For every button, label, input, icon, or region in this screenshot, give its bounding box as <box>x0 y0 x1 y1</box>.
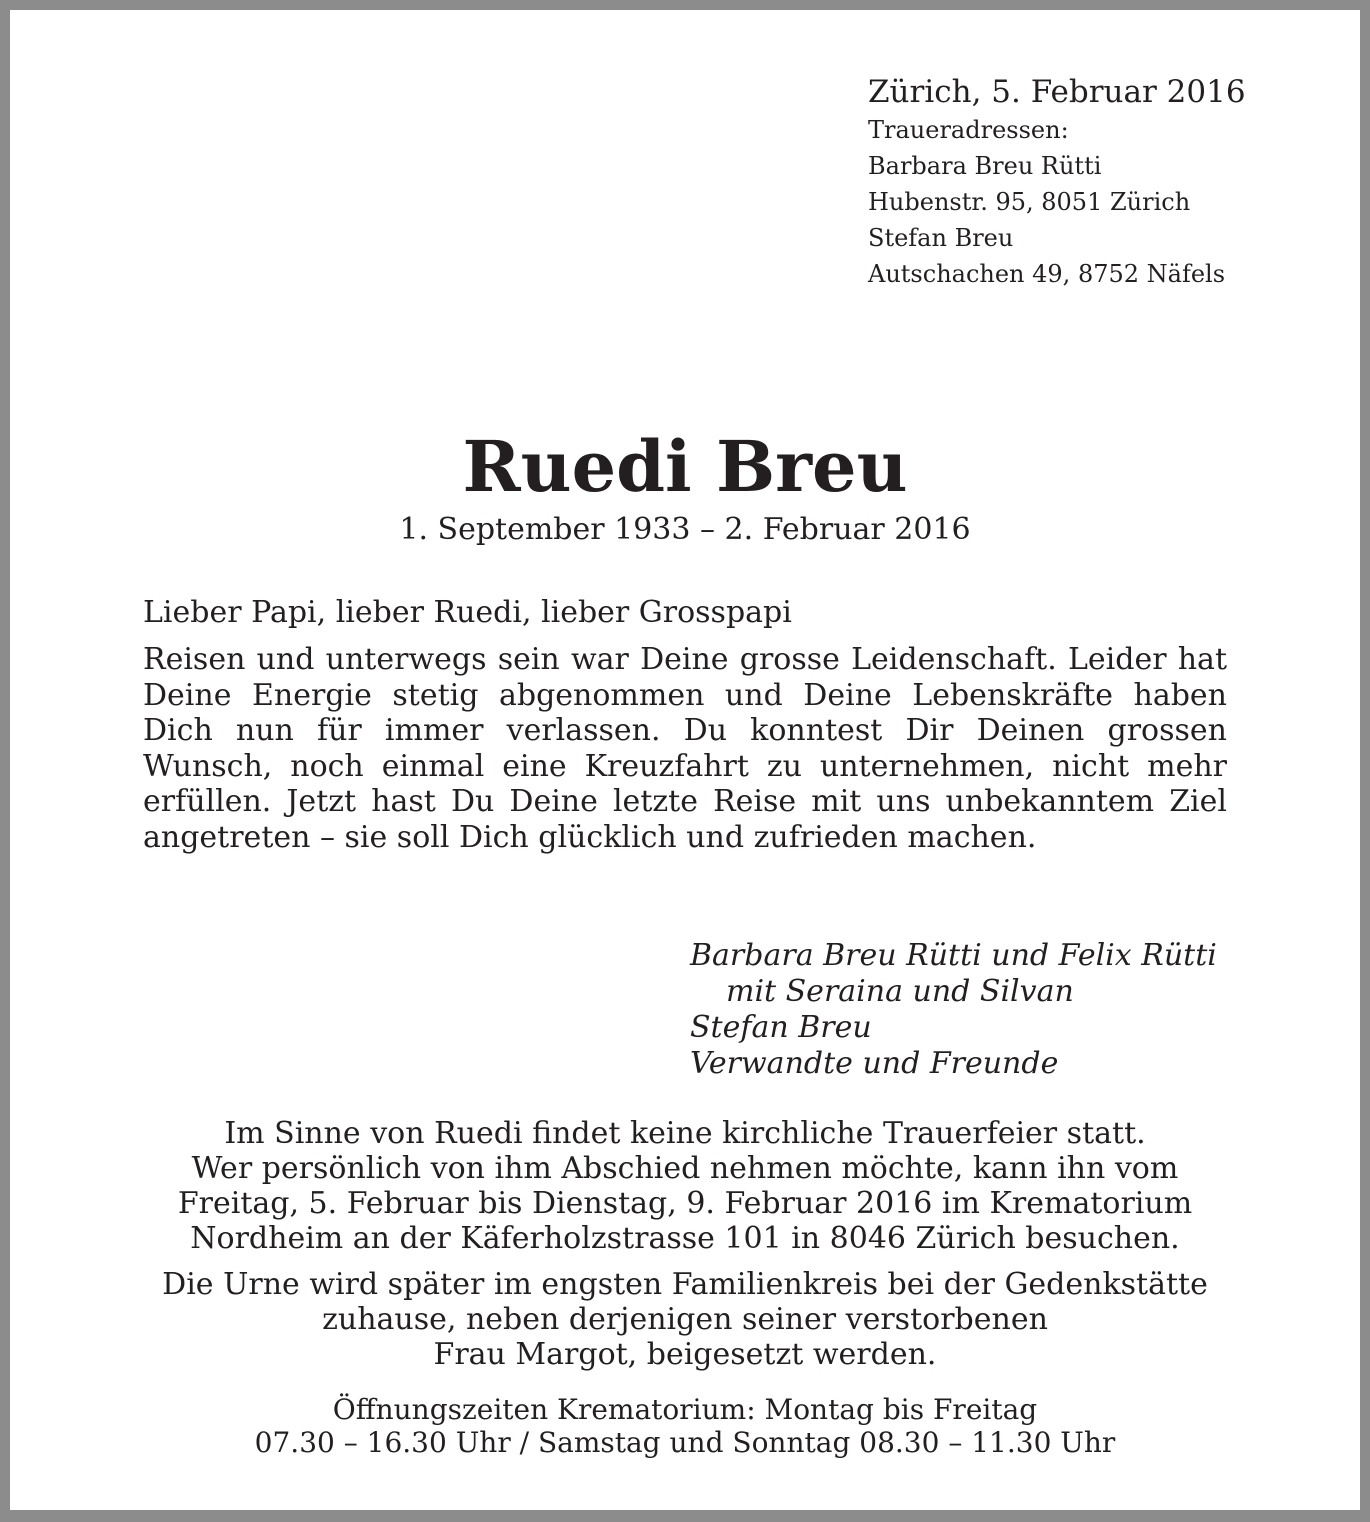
address-line: Stefan Breu <box>868 224 1014 252</box>
notice-line: Öffnungszeiten Krematorium: Montag bis Freitag <box>332 1393 1038 1426</box>
notice-line: 07.30 – 16.30 Uhr / Samstag und Sonntag 08.30 – 11.30 Uhr <box>254 1426 1116 1459</box>
signer-line: Stefan Breu <box>690 1010 872 1045</box>
notice-line: Wer persönlich von ihm Abschied nehmen möchte, kann ihn vom <box>191 1151 1179 1186</box>
address-line: Barbara Breu Rütti <box>868 152 1102 180</box>
signer-line: mit Seraina und Silvan <box>726 974 1074 1009</box>
notice-line: Freitag, 5. Februar bis Dienstag, 9. Februar 2016 im Krematorium <box>177 1186 1193 1221</box>
life-dates: 1. September 1933 – 2. Februar 2016 <box>399 512 971 547</box>
address-line: Hubenstr. 95, 8051 Zürich <box>868 188 1191 216</box>
addresses-label: Traueradressen: <box>868 116 1069 144</box>
mourning-address-block <box>868 72 1348 292</box>
address-line: Autschachen 49, 8752 Näfels <box>868 260 1226 288</box>
notice-line: Die Urne wird später im engsten Familienkreis bei der Gedenkstätte <box>162 1267 1208 1302</box>
deceased-name: Ruedi Breu <box>462 425 908 508</box>
place-date: Zürich, 5. Februar 2016 <box>868 74 1246 110</box>
urn-notice <box>10 1267 1360 1372</box>
farewell-text: Reisen und unterwegs sein war Deine grosse Leidenschaft. Leider hat Deine Energie stetig abgenommen und Deine Lebenskräfte haben Dich nun für immer verlassen. Du konntest Dir Deinen grossen Wunsch, noch einmal eine Kreuzfahrt zu unternehmen, nicht mehr erfüllen. Jetzt hast Du Deine letzte Reise mit uns unbekanntem Ziel angetreten – sie soll Dich glücklich und zufrieden machen. <box>143 642 1227 855</box>
signer-line: Verwandte und Freunde <box>690 1046 1059 1081</box>
notice-line: Frau Margot, beigesetzt werden. <box>433 1337 937 1372</box>
signers-block <box>690 938 1250 1082</box>
notice-line: zuhause, neben derjenigen seiner verstorbenen <box>322 1302 1048 1337</box>
ceremony-notice <box>10 1116 1360 1256</box>
salutation: Lieber Papi, lieber Ruedi, lieber Grosspapi <box>143 595 792 630</box>
signer-line: Barbara Breu Rütti und Felix Rütti <box>690 938 1217 973</box>
obituary-page <box>10 10 1360 1510</box>
notice-line: Nordheim an der Käferholzstrasse 101 in 8046 Zürich besuchen. <box>190 1221 1180 1256</box>
opening-hours <box>10 1393 1360 1459</box>
notice-line: Im Sinne von Ruedi findet keine kirchliche Trauerfeier statt. <box>224 1116 1146 1151</box>
